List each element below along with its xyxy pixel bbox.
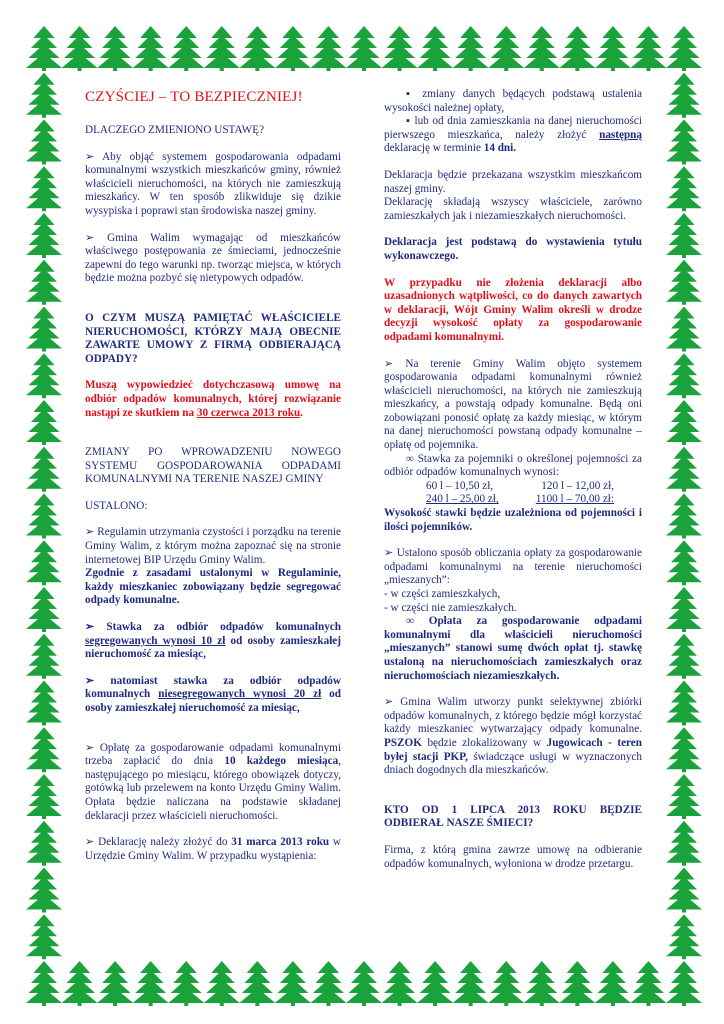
tree-icon [26, 400, 62, 445]
pszok-text: ➢ Gmina Walim utworzy punkt selektywnej zbiórki odpadów komunalnych, z którego będzie mógł korzystać każdy mieszkaniec wytwarzający odpady komunalne. [384, 696, 642, 736]
paragraph-uninhabited: ➢ Na terenie Gminy Walim objęto systemem gospodarowania odpadami komunalnymi również właścicieli nieruchomości, na których nie zamieszkują mieszkańcy, a powstają odpady komunalne. Będą oni zobowiązani ponosić opłatę za każdy miesiąc, w którym na danej nieruchomości powstaną odpady komunalne – opłatę od pojemnika. [384, 357, 642, 452]
paragraph-pszok [384, 696, 642, 778]
tree-icon [666, 353, 702, 398]
paragraph-mixed-fee: ∞ Opłata za gospodarowanie odpadami komunalnymi dla właścicieli nieruchomości „mieszanych” stanowi sumę dwóch opłat tj. stawkę ustaloną na nieruchomościach zamieszkałych oraz nieruchomościach niezamieszkałych. [384, 615, 642, 682]
tree-icon [666, 494, 702, 539]
tree-icon [97, 961, 133, 1006]
paragraph-declaration-owners: Deklarację składają wszyscy właściciele, zarówno zamieszkałych jak i niezamieszkałych nieruchomości. [384, 196, 642, 222]
paragraph-container-rates: ∞ Stawka za pojemniki o określonej pojemności za odbiór odpadów komunalnych wynosi: [384, 452, 642, 479]
tree-icon [524, 961, 560, 1006]
tree-icon [666, 400, 702, 445]
rates-row-2 [384, 493, 642, 507]
tree-icon [204, 961, 240, 1006]
new-resident-days: 14 dni. [483, 142, 517, 155]
rates-row-1 [384, 480, 642, 494]
tree-icon [666, 914, 702, 959]
tree-icon [26, 540, 62, 585]
tree-icon [417, 961, 453, 1006]
pszok-location: Jugowicach - teren byłej stacji PKP, [384, 736, 642, 763]
paragraph-rate-unsegregated [85, 675, 341, 716]
rate-unseg-text: ➢ natomiast stawka za odbiór odpadów komunalnych [85, 674, 341, 701]
paragraph-payment [85, 742, 341, 824]
new-resident-mid: deklarację w terminie [384, 142, 484, 155]
tree-icon [346, 961, 382, 1006]
tree-icon [666, 120, 702, 165]
tree-icon [666, 73, 702, 118]
paragraph-purpose: ➢ Aby objąć systemem gospodarowania odpadami komunalnymi wszystkich mieszkańców gminy, również właścicieli nieruchomości, na których nie zamieszkują mieszkańcy. W ten sposób zlikwiduje się dzikie wysypiska i poprawi stan środowiska naszej gminy. [85, 150, 341, 217]
new-resident-next: następną [599, 128, 642, 141]
tree-icon [275, 26, 311, 71]
tree-icon [26, 681, 62, 726]
tree-icon [26, 307, 62, 352]
pszok-mid: będzie zlokalizowany w [421, 736, 547, 749]
tree-icon [26, 868, 62, 913]
tree-icon [239, 961, 275, 1006]
tree-icon [666, 868, 702, 913]
new-resident-text: ▪ lub od dnia zamieszkania na danej nieruchomości pierwszego mieszkańca, należy złożyć [384, 115, 642, 141]
tree-icon [666, 587, 702, 632]
rate-unseg-amount: niesegregowanych wynosi 20 zł [158, 688, 322, 701]
tree-icon [417, 26, 453, 71]
rate-seg-text: ➢ Stawka za odbiór odpadów komunalnych [85, 621, 341, 634]
tree-icon [666, 307, 702, 352]
question-who-collects: KTO OD 1 LIPCA 2013 ROKU BĘDZIE ODBIERAŁ NASZE ŚMIECI? [384, 803, 642, 830]
question-owners: O CZYM MUSZĄ PAMIĘTAĆ WŁAŚCICIELE NIERUCHOMOŚCI, KTÓRZY MAJĄ OBECNIE ZAWARTE UMOWY Z FIRMĄ ODBIERAJĄCĄ ODPADY? [85, 311, 341, 365]
tree-icon [310, 961, 346, 1006]
payment-deadline: 10 każdego miesiąca [224, 755, 339, 768]
paragraph-rate-segregated [85, 621, 341, 662]
tree-icon [488, 26, 524, 71]
tree-icon [630, 961, 666, 1006]
payment-end: , następującego po miesiącu, którego obowiązek dotyczy, gotówką lub przelewem na konto Urzędu Gminy Walim. Opłata będzie naliczana na podstawie składanej deklaracji przez właścicieli nieruchomości. [85, 755, 341, 822]
tree-icon [666, 26, 702, 71]
pszok-end: świadczące usługi w wyznaczonych dniach dogodnych dla mieszkańców. [384, 750, 642, 777]
tree-icon [630, 26, 666, 71]
rate-seg-amount: segregowanych wynosi 10 zł [85, 634, 226, 647]
rate-1100l: 1100 l – 70,00 zł: [535, 493, 614, 506]
tree-icon [26, 166, 62, 211]
tree-icon [26, 353, 62, 398]
tree-icon [26, 26, 62, 71]
declaration-end: w Urzędzie Gminy Walim. W przypadku wystąpienia: [85, 836, 341, 862]
tree-icon [346, 26, 382, 71]
tree-icon [666, 961, 702, 1006]
question-why-changed: DLACZEGO ZMIENIONO USTAWĘ? [85, 124, 265, 136]
tree-icon [26, 260, 62, 305]
declaration-text: ➢ Deklarację należy złożyć do [85, 836, 232, 849]
tree-icon [666, 821, 702, 866]
paragraph-enforcement: Deklaracja jest podstawą do wystawienia tytułu wykonawczego. [384, 236, 642, 262]
tree-icon [133, 26, 169, 71]
terminate-date: 30 czerwca 2013 roku [196, 406, 301, 419]
tree-icon [26, 727, 62, 772]
tree-icon [524, 26, 560, 71]
line-inhabited: - w części zamieszkałych, [384, 588, 501, 600]
rate-seg-end: od osoby zamieszkałej nieruchomość za miesiąc, [85, 634, 341, 661]
tree-icon [666, 634, 702, 679]
terminate-text: Muszą wypowiedzieć dotychczasową umowę na odbiór odpadów komunalnych, której rozwiązanie nastąpi ze skutkiem na [85, 379, 341, 419]
tree-icon [204, 26, 240, 71]
tree-icon [62, 26, 98, 71]
tree-icon [26, 120, 62, 165]
tree-icon [26, 914, 62, 959]
rate-120l: 120 l – 12,00 zł, [541, 479, 614, 492]
paragraph-mixed-method: ➢ Ustalono sposób obliczania opłaty za gospodarowanie odpadami komunalnymi na terenie nieruchomości „mieszanych”: [384, 547, 642, 587]
paragraph-rate-dependency: Wysokość stawki będzie uzależniona od pojemności i ilości pojemników. [384, 507, 642, 533]
bullet-new-resident [384, 115, 642, 156]
paragraph-terminate-contract [85, 379, 341, 420]
line-uninhabited: - w części nie zamieszkałych. [384, 601, 517, 614]
tree-icon [310, 26, 346, 71]
tree-icon [666, 774, 702, 819]
tree-icon [595, 961, 631, 1006]
tree-icon [26, 961, 62, 1006]
tree-icon [453, 26, 489, 71]
paragraph-segregation: Zgodnie z zasadami ustalonymi w Regulaminie, każdy mieszkaniec zobowiązany będzie segregować odpady komunalne. [85, 567, 341, 607]
tree-icon [26, 494, 62, 539]
tree-icon [239, 26, 275, 71]
tree-icon [382, 961, 418, 1006]
paragraph-no-declaration: W przypadku nie złożenia deklaracji albo uzasadnionych wątpliwości, co do danych zawartych w deklaracji, Wójt Gminy Walim określi w drodze decyzji wysokość opłaty za gospodarowanie odpadami komunalnymi. [384, 276, 642, 343]
right-column [384, 88, 642, 871]
tree-icon [488, 961, 524, 1006]
left-column [85, 88, 341, 863]
paragraph-declaration-delivery: Deklaracja będzie przekazana wszystkim mieszkańcom naszej gminy. [384, 168, 642, 195]
tree-icon [666, 540, 702, 585]
tree-icon [26, 447, 62, 492]
tree-icon [559, 26, 595, 71]
tree-icon [275, 961, 311, 1006]
tree-icon [595, 26, 631, 71]
tree-icon [666, 260, 702, 305]
tree-icon [666, 213, 702, 258]
tree-icon [168, 26, 204, 71]
tree-icon [382, 26, 418, 71]
tree-icon [26, 821, 62, 866]
tree-icon [666, 166, 702, 211]
tree-icon [26, 774, 62, 819]
tree-icon [666, 447, 702, 492]
paragraph-declaration [85, 836, 341, 863]
tree-icon [26, 73, 62, 118]
paragraph-regulation: ➢ Regulamin utrzymania czystości i porządku na terenie Gminy Walim, z którym można zapoznać się na stronie internetowej BIP Urzędu Gminy Walim. [85, 526, 341, 566]
paragraph-conditions: ➢ Gmina Walim wymagając od mieszkańców właściwego postępowania ze śmieciami, jednocześnie zapewni do tego warunki np. tworząc miejsca, w których będzie można pozbyć się nietypowych odpadów. [85, 231, 341, 285]
rate-240l: 240 l – 25,00 zł, [426, 493, 499, 506]
tree-icon [26, 634, 62, 679]
paragraph-tender: Firma, z którą gmina zawrze umowę na odbieranie odpadów komunalnych, wyłoniona w drodze przetargu. [384, 843, 642, 870]
rate-60l: 60 l – 10,50 zł, [426, 479, 494, 492]
heading-changes: ZMIANY PO WPROWADZENIU NOWEGO SYSTEMU GOSPODAROWANIA ODPADAMI KOMUNALNYMI NA TERENIE NASZEJ GMINY [85, 446, 341, 486]
rate-unseg-end: od osoby zamieszkałej nieruchomość za miesiąc, [85, 688, 341, 714]
tree-icon [26, 213, 62, 258]
tree-icon [666, 727, 702, 772]
heading-established: USTALONO: [85, 499, 148, 512]
tree-icon [559, 961, 595, 1006]
tree-icon [666, 681, 702, 726]
pszok-acronym: PSZOK [384, 736, 422, 749]
declaration-date: 31 marca 2013 roku [231, 836, 330, 849]
tree-icon [26, 587, 62, 632]
payment-text: ➢ Opłatę za gospodarowanie odpadami komunalnymi trzeba zapłacić do dnia [85, 741, 341, 768]
tree-icon [168, 961, 204, 1006]
terminate-end: . [300, 406, 303, 419]
tree-icon [133, 961, 169, 1006]
tree-icon [453, 961, 489, 1006]
bullet-data-change: ▪ zmiany danych będących podstawą ustalenia wysokości należnej opłaty, [384, 88, 642, 114]
tree-icon [62, 961, 98, 1006]
page-title: CZYŚCIEJ – TO BEZPIECZNIEJ! [85, 89, 303, 105]
tree-icon [97, 26, 133, 71]
